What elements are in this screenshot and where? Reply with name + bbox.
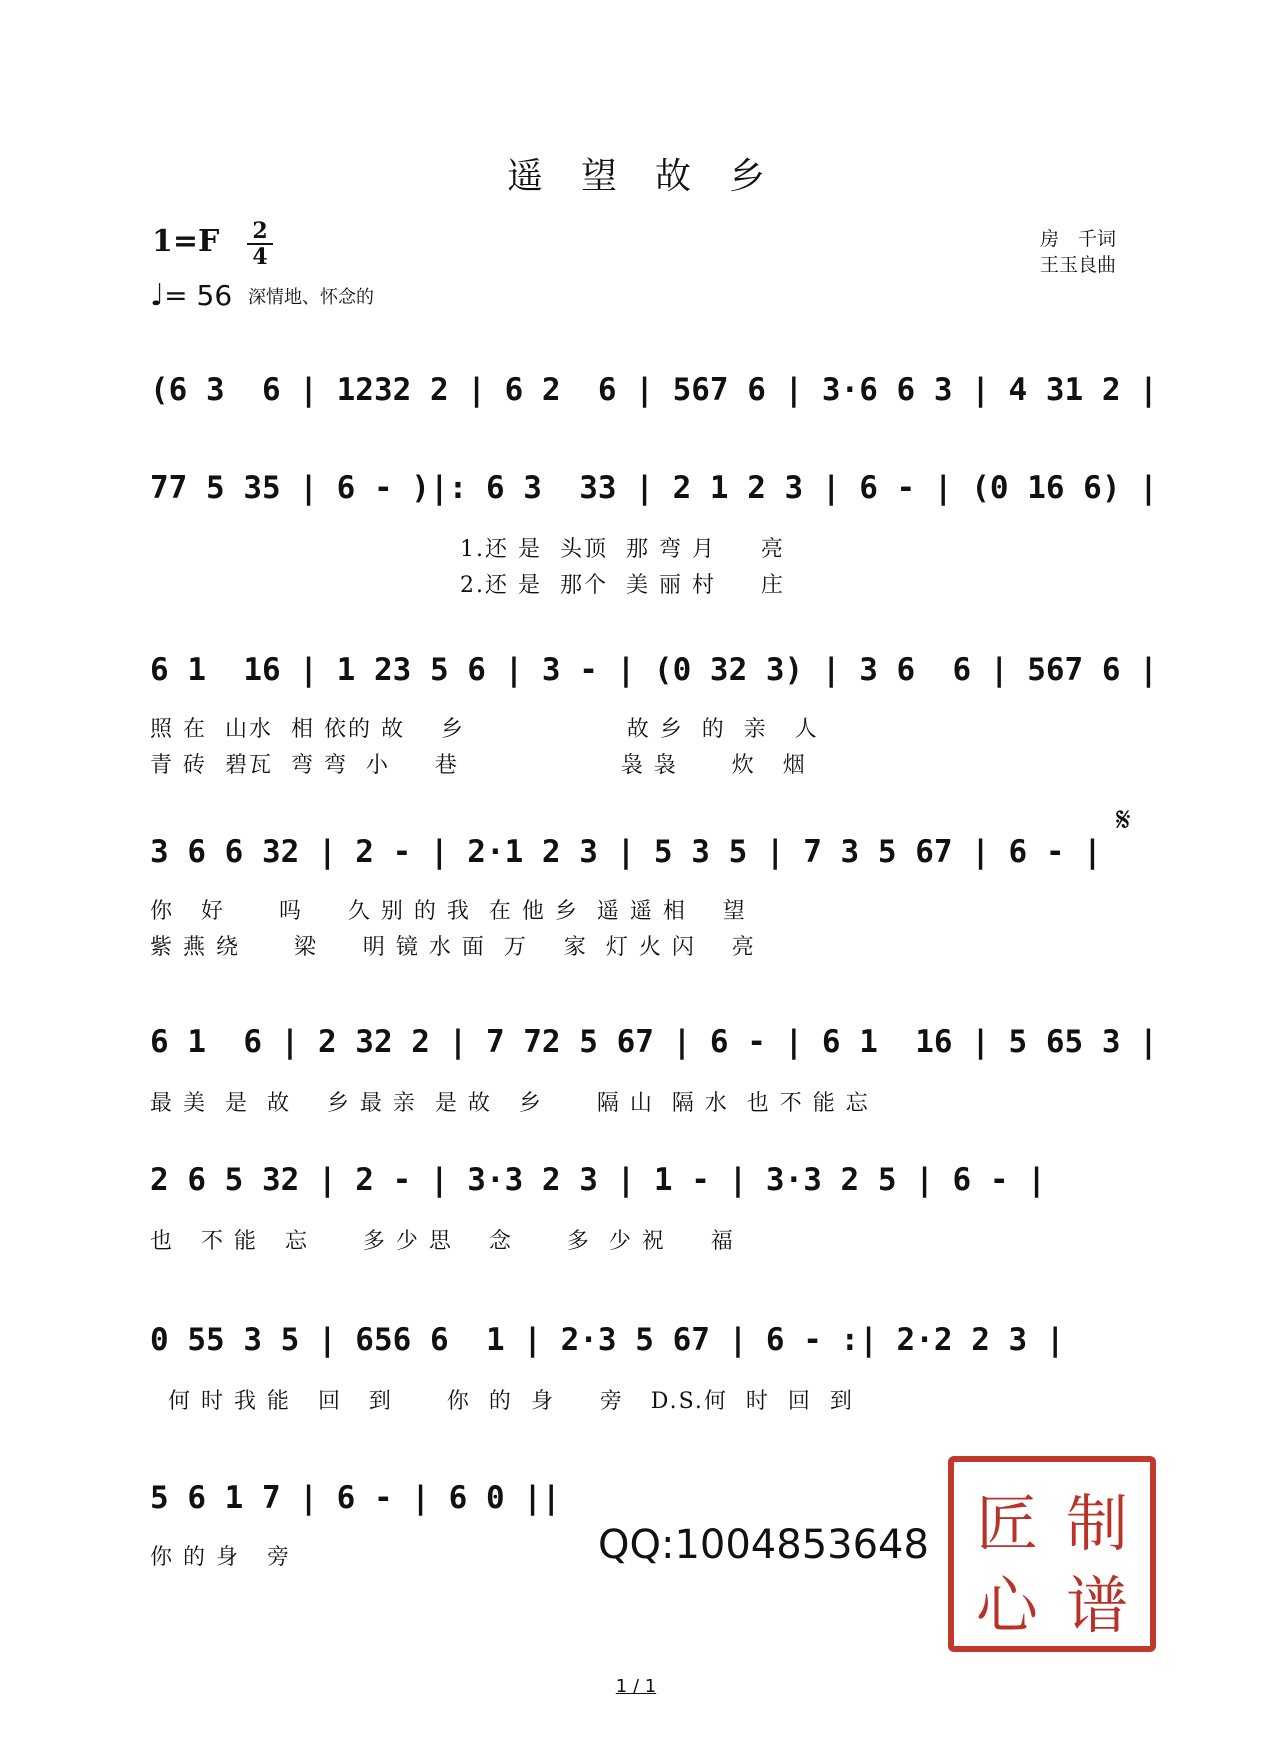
lyric-verse-1: 最 美 是 故 乡 最 亲 是 故 乡 隔 山 隔 水 也 不 能 忘: [150, 1091, 870, 1116]
lyric-verse-1: 你 好 吗 久 别 的 我 在 他 乡 遥 遥 相 望: [150, 899, 747, 924]
seal-char: 制: [1066, 1487, 1129, 1560]
seal-char: 匠: [976, 1487, 1039, 1560]
segno-icon: 𝄋: [1116, 800, 1131, 840]
lyric-verse-1: 也 不 能 忘 多 少 思 念 多 少 祝 福: [150, 1229, 735, 1254]
lyricist: 房 千词: [1040, 228, 1117, 250]
notation: 5 6 1 7 | 6 - | 6 0 ||: [150, 1480, 561, 1516]
credits: [1040, 226, 1116, 278]
notation: 2 6 5 32 | 2 - | 3·3 2 3 | 1 - | 3·3 2 5 | 6 - |: [150, 1162, 1046, 1198]
qq-contact: QQ:1004853648: [598, 1522, 929, 1568]
page-number: [0, 1676, 1272, 1697]
notation: 0 55 3 5 | 656 6 1 | 2·3 5 67 | 6 - :| 2·2 2 3 |: [150, 1322, 1065, 1358]
notation: 3 6 6 32 | 2 - | 2·1 2 3 | 5 3 5 | 7 3 5 67 | 6 - |: [150, 834, 1102, 870]
lyric-verse-1: 照 在 山水 相 依的 故 乡 故 乡 的 亲 人: [150, 717, 819, 742]
seal-stamp: [948, 1456, 1156, 1652]
notation: (6 3 6 | 1232 2 | 6 2 6 | 567 6 | 3·6 6 3 | 4 31 2 |: [150, 372, 1158, 408]
time-signature: [247, 220, 273, 268]
tempo-value: = 56: [164, 279, 233, 312]
score-title: 遥望故乡: [506, 156, 803, 197]
lyric-verse-2: 2.还 是 那个 美 丽 村 庄: [460, 573, 785, 598]
expression-marking: 深情地、怀念的: [248, 287, 374, 308]
page-number-text: 1 / 1: [615, 1676, 657, 1697]
time-signature-top: 2: [252, 218, 268, 244]
seal-char: 谱: [1066, 1569, 1129, 1642]
lyric-verse-1: 1.还 是 头顶 那 弯 月 亮: [460, 537, 785, 562]
notation: 6 1 6 | 2 32 2 | 7 72 5 67 | 6 - | 6 1 16 | 5 65 3 |: [150, 1024, 1158, 1060]
composer: 王玉良曲: [1040, 254, 1117, 276]
lyric-verse-2: 紫 燕 绕 梁 明 镜 水 面 万 家 灯 火 闪 亮: [150, 935, 756, 960]
quarter-note-icon: ♩: [150, 278, 165, 313]
seal-char: 心: [976, 1569, 1039, 1642]
time-signature-bottom: 4: [252, 244, 268, 270]
lyric-verse-1: 你 的 身 旁: [150, 1545, 291, 1570]
lyric-verse-2: 青 砖 碧瓦 弯 弯 小 巷 袅 袅 炊 烟: [150, 753, 807, 778]
lyric-verse-1: 何 时 我 能 回 到 你 的 身 旁 D.S.何 时 回 到: [150, 1389, 854, 1414]
notation: 77 5 35 | 6 - )|: 6 3 33 | 2 1 2 3 | 6 - | (0 16 6) |: [150, 470, 1158, 506]
key-signature: 1=F: [152, 224, 220, 259]
tempo-marking: [150, 278, 232, 313]
notation: 6 1 16 | 1 23 5 6 | 3 - | (0 32 3) | 3 6 6 | 567 6 |: [150, 652, 1158, 688]
